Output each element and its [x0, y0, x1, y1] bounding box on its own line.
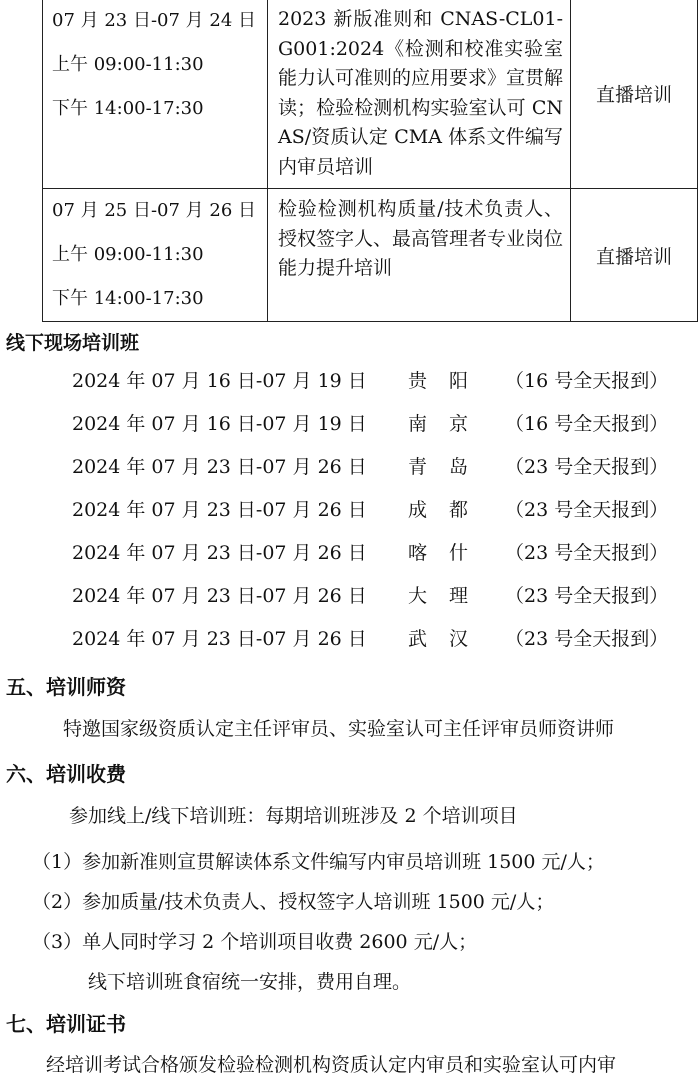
- list-item: [0, 452, 700, 482]
- morning-time: 上午 09:00-11:30: [52, 244, 204, 265]
- session-dates: 2024 年 07 月 16 日-07 月 19 日: [72, 370, 367, 392]
- date-range: 07 月 25 日-07 月 26 日: [52, 200, 257, 221]
- date-cell: [43, 0, 268, 189]
- fee-item: （1）参加新准则宣贯解读体系文件编写内审员培训班 1500 元/人；: [32, 851, 605, 873]
- fee-item: （3）单人同时学习 2 个培训项目收费 2600 元/人；: [32, 931, 478, 953]
- session-registration-note: （23 号全天报到）: [505, 585, 669, 607]
- schedule-table: [42, 0, 698, 322]
- session-registration-note: （16 号全天报到）: [505, 413, 669, 435]
- session-city: 南京: [408, 413, 491, 435]
- list-item: [0, 538, 700, 568]
- session-city: 喀什: [408, 542, 491, 564]
- training-mode: 直播培训: [595, 84, 672, 106]
- session-city: 成都: [408, 499, 491, 521]
- course-description: 检验检测机构质量/技术负责人、授权签字人、最高管理者专业岗位能力提升培训: [278, 198, 564, 279]
- list-item: [0, 495, 700, 525]
- afternoon-time: 下午 14:00-17:30: [52, 98, 204, 119]
- fee-intro: 参加线上/线下培训班：每期培训班涉及 2 个培训项目: [69, 805, 518, 827]
- section-five-heading: 五、培训师资: [6, 675, 126, 699]
- list-item: [0, 409, 700, 439]
- session-city: 青岛: [408, 456, 491, 478]
- section-seven-text: 经培训考试合格颁发检验检测机构资质认定内审员和实验室认可内审: [46, 1054, 617, 1076]
- training-mode: 直播培训: [595, 245, 672, 268]
- section-five-text: 特邀国家级资质认定主任评审员、实验室认可主任评审员师资讲师: [63, 718, 615, 740]
- offline-training-heading: 线下现场培训班: [6, 332, 140, 354]
- session-registration-note: （23 号全天报到）: [505, 499, 669, 521]
- section-seven-heading: 七、培训证书: [6, 1012, 126, 1036]
- course-description: 2023 新版准则和 CNAS-CL01-G001:2024《检测和校准实验室能力认可准则的应用要求》宣贯解读；检验检测机构实验室认可 CNAS/资质认定 CMA 体系文件编写内审员培训: [278, 8, 564, 178]
- session-registration-note: （23 号全天报到）: [505, 628, 669, 650]
- fee-item: （2）参加质量/技术负责人、授权签字人培训班 1500 元/人；: [32, 891, 555, 913]
- training-mode-cell: [571, 189, 698, 322]
- date-range: 07 月 23 日-07 月 24 日: [52, 10, 257, 31]
- afternoon-time: 下午 14:00-17:30: [52, 288, 204, 309]
- session-registration-note: （16 号全天报到）: [505, 370, 669, 392]
- list-item: [0, 624, 700, 654]
- session-dates: 2024 年 07 月 23 日-07 月 26 日: [72, 542, 367, 564]
- fee-note: 线下培训班食宿统一安排，费用自理。: [88, 971, 412, 993]
- session-city: 大理: [408, 585, 491, 607]
- session-city: 武汉: [408, 628, 491, 650]
- table-row: [43, 0, 698, 189]
- list-item: [0, 366, 700, 396]
- session-registration-note: （23 号全天报到）: [505, 542, 669, 564]
- session-registration-note: （23 号全天报到）: [505, 456, 669, 478]
- session-dates: 2024 年 07 月 23 日-07 月 26 日: [72, 585, 367, 607]
- session-dates: 2024 年 07 月 23 日-07 月 26 日: [72, 499, 367, 521]
- course-description-cell: [268, 0, 571, 189]
- date-cell: [43, 189, 268, 322]
- section-six-heading: 六、培训收费: [6, 762, 126, 786]
- course-description-cell: [268, 189, 571, 322]
- session-dates: 2024 年 07 月 16 日-07 月 19 日: [72, 413, 367, 435]
- session-city: 贵阳: [408, 370, 491, 392]
- table-row: [43, 189, 698, 322]
- training-mode-cell: [571, 0, 698, 189]
- session-dates: 2024 年 07 月 23 日-07 月 26 日: [72, 628, 367, 650]
- list-item: [0, 581, 700, 611]
- morning-time: 上午 09:00-11:30: [52, 54, 204, 75]
- session-dates: 2024 年 07 月 23 日-07 月 26 日: [72, 456, 367, 478]
